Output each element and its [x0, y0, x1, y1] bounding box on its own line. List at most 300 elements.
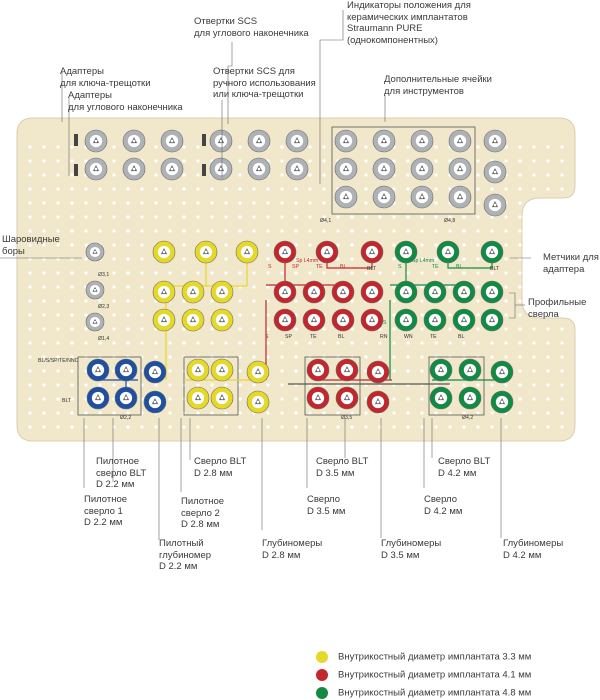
tray-hole: [392, 369, 395, 372]
tray-hole: [322, 173, 325, 176]
red-cell[interactable]: [307, 387, 329, 409]
tray-mark-d35: Ø3,5: [341, 415, 353, 421]
tray-hole: [504, 383, 507, 386]
tray-hole: [98, 425, 101, 428]
tray-hole: [560, 397, 563, 400]
tray-hole: [70, 299, 73, 302]
tray-hole: [322, 425, 325, 428]
tray-hole: [336, 341, 339, 344]
tray-hole: [56, 313, 59, 316]
tray-hole: [462, 383, 465, 386]
tray-hole: [210, 229, 213, 232]
tray-hole: [476, 313, 479, 316]
adapter-pin: [202, 134, 206, 146]
tray-hole: [252, 383, 255, 386]
tray-hole: [140, 341, 143, 344]
yellow-cell[interactable]: [187, 359, 209, 381]
tray-hole: [112, 187, 115, 190]
tray-hole: [42, 159, 45, 162]
red-cell[interactable]: [303, 309, 325, 331]
tray-hole: [546, 187, 549, 190]
yellow-cell[interactable]: [211, 309, 233, 331]
tray-hole: [266, 299, 269, 302]
indicator-cell[interactable]: [449, 158, 471, 180]
tray-hole: [252, 341, 255, 344]
tray-hole: [252, 425, 255, 428]
tray-hole: [112, 271, 115, 274]
tray-hole: [420, 341, 423, 344]
adapter-cell[interactable]: [161, 158, 183, 180]
red-cell[interactable]: [361, 241, 383, 263]
tray-hole: [280, 201, 283, 204]
tray-hole: [378, 355, 381, 358]
tray-hole: [280, 411, 283, 414]
tray-mark-blt: BLT: [367, 266, 377, 272]
tray-hole: [210, 425, 213, 428]
tray-hole: [196, 201, 199, 204]
tray-hole: [448, 327, 451, 330]
adapter-cell[interactable]: [286, 158, 308, 180]
tray-hole: [560, 187, 563, 190]
yellow-cell[interactable]: [195, 241, 217, 263]
tray-hole: [126, 313, 129, 316]
red-cell[interactable]: [336, 387, 358, 409]
tray-hole: [56, 327, 59, 330]
tray-hole: [28, 383, 31, 386]
yellow-cell[interactable]: [153, 281, 175, 303]
indicator-cell[interactable]: [411, 158, 433, 180]
yellow-cell[interactable]: [153, 309, 175, 331]
tray-hole: [126, 327, 129, 330]
tray-hole: [392, 411, 395, 414]
tray-hole: [532, 327, 535, 330]
tray-hole: [224, 187, 227, 190]
tray-hole: [112, 159, 115, 162]
tray-hole: [406, 341, 409, 344]
tray-hole: [266, 411, 269, 414]
tray-hole: [448, 411, 451, 414]
tray-hole: [378, 271, 381, 274]
green-cell[interactable]: [395, 309, 417, 331]
tray-hole: [504, 271, 507, 274]
tray-hole: [350, 229, 353, 232]
tray-hole: [196, 271, 199, 274]
tray-hole: [350, 425, 353, 428]
tray-hole: [448, 313, 451, 316]
tray-hole: [350, 243, 353, 246]
tray-hole: [364, 145, 367, 148]
tray-hole: [224, 215, 227, 218]
indicator-cell[interactable]: [335, 130, 357, 152]
tray-hole: [42, 271, 45, 274]
green-cell[interactable]: [481, 241, 503, 263]
tray-hole: [518, 271, 521, 274]
tray-hole: [140, 271, 143, 274]
tray-hole: [434, 257, 437, 260]
tray-hole: [294, 299, 297, 302]
tray-hole: [546, 369, 549, 372]
tray-hole: [266, 215, 269, 218]
tray-hole: [308, 411, 311, 414]
blue-cell[interactable]: [144, 391, 166, 413]
tray-hole: [154, 383, 157, 386]
tray-hole: [462, 229, 465, 232]
tray-hole: [532, 341, 535, 344]
tray-hole: [294, 243, 297, 246]
blue-cell[interactable]: [144, 361, 166, 383]
tray-hole: [280, 187, 283, 190]
tray-mark-d14: Ø1,4: [98, 336, 110, 342]
tray-hole: [84, 341, 87, 344]
tray-hole: [462, 257, 465, 260]
label-depth-35: Глубиномеры D 3.5 мм: [381, 538, 442, 561]
tray-hole: [112, 201, 115, 204]
tray-hole: [336, 271, 339, 274]
adapter-cell[interactable]: [286, 130, 308, 152]
adapter-cell[interactable]: [85, 158, 107, 180]
tray-hole: [84, 229, 87, 232]
blue-cell[interactable]: [115, 359, 137, 381]
green-cell[interactable]: [424, 281, 446, 303]
tray-hole: [42, 411, 45, 414]
tray-hole: [504, 341, 507, 344]
tray-hole: [42, 173, 45, 176]
tray-hole: [476, 201, 479, 204]
tray-hole: [546, 425, 549, 428]
tray-hole: [378, 341, 381, 344]
tray-mark-d41: Ø4,1: [320, 218, 332, 224]
tray-hole: [392, 257, 395, 260]
tray-hole: [252, 187, 255, 190]
indicator-cell[interactable]: [411, 186, 433, 208]
green-cell[interactable]: [459, 359, 481, 381]
tray-hole: [532, 369, 535, 372]
tray-hole: [434, 243, 437, 246]
tray-hole: [434, 145, 437, 148]
tray-hole: [182, 215, 185, 218]
tray-hole: [350, 271, 353, 274]
adapter-cell[interactable]: [123, 158, 145, 180]
tray-hole: [336, 229, 339, 232]
tray-hole: [546, 397, 549, 400]
legend-text: Внутрикостный диаметр имплантата 3.3 мм: [338, 651, 532, 663]
tray-hole: [168, 369, 171, 372]
yellow-cell[interactable]: [182, 309, 204, 331]
tray-hole: [504, 229, 507, 232]
label-pilot-depth: Пилотный глубиномер D 2.2 мм: [159, 538, 212, 572]
tray-hole: [140, 229, 143, 232]
tray-hole: [112, 383, 115, 386]
yellow-cell[interactable]: [153, 241, 175, 263]
indicator-cell[interactable]: [335, 186, 357, 208]
tray-hole: [546, 145, 549, 148]
red-cell[interactable]: [361, 281, 383, 303]
tray-mark-te: TE: [310, 334, 317, 340]
tray-hole: [210, 383, 213, 386]
tray-hole: [84, 299, 87, 302]
tray-hole: [154, 159, 157, 162]
label-scs-angle: Отвертки SCS для углового наконечника: [194, 16, 309, 39]
indicator-cell[interactable]: [373, 130, 395, 152]
tray-hole: [84, 383, 87, 386]
label-extra-cells: Дополнительные ячейки для инструментов: [384, 74, 492, 97]
yellow-cell[interactable]: [211, 359, 233, 381]
round-bur-cell[interactable]: [86, 313, 104, 331]
adapter-cell[interactable]: [161, 130, 183, 152]
green-cell[interactable]: [437, 241, 459, 263]
tray-hole: [420, 271, 423, 274]
tray-hole: [140, 313, 143, 316]
label-adapter-marks: Метчики для адаптера: [543, 252, 599, 275]
tray-hole: [546, 355, 549, 358]
tray-hole: [168, 187, 171, 190]
yellow-cell[interactable]: [182, 281, 204, 303]
tray-hole: [392, 243, 395, 246]
tray-hole: [28, 285, 31, 288]
tray-hole: [308, 201, 311, 204]
legend-item-4-8: [316, 687, 531, 699]
label-pilot-2: Пилотное сверло 2 D 2.8 мм: [181, 496, 225, 530]
tray-hole: [168, 425, 171, 428]
green-cell[interactable]: [424, 309, 446, 331]
tray-hole: [112, 145, 115, 148]
tray-hole: [154, 355, 157, 358]
tray-hole: [518, 341, 521, 344]
tray-hole: [238, 369, 241, 372]
tray-hole: [112, 257, 115, 260]
tray-mark-s: S: [383, 320, 387, 326]
tray-hole: [42, 327, 45, 330]
tray-hole: [42, 341, 45, 344]
tray-hole: [364, 187, 367, 190]
tray-hole: [70, 411, 73, 414]
tray-mark-sp_l4mm: Sp L4mm: [296, 258, 319, 264]
tray-hole: [490, 187, 493, 190]
tray-hole: [350, 257, 353, 260]
tray-hole: [224, 243, 227, 246]
tray-hole: [280, 397, 283, 400]
red-cell[interactable]: [316, 241, 338, 263]
extra-cell[interactable]: [484, 130, 506, 152]
round-bur-cell[interactable]: [86, 281, 104, 299]
tray-hole: [28, 145, 31, 148]
tray-hole: [476, 173, 479, 176]
indicator-cell[interactable]: [373, 186, 395, 208]
round-bur-cell[interactable]: [86, 243, 104, 261]
green-cell[interactable]: [491, 391, 513, 413]
tray-hole: [84, 201, 87, 204]
green-cell[interactable]: [430, 359, 452, 381]
adapter-cell[interactable]: [85, 130, 107, 152]
tray-hole: [28, 341, 31, 344]
tray-hole: [322, 159, 325, 162]
tray-hole: [448, 285, 451, 288]
green-cell[interactable]: [459, 387, 481, 409]
tray-hole: [98, 215, 101, 218]
tray-hole: [532, 145, 535, 148]
tray-hole: [560, 425, 563, 428]
extra-cell[interactable]: [484, 194, 506, 216]
tray-hole: [434, 201, 437, 204]
tray-hole: [294, 215, 297, 218]
tray-hole: [322, 299, 325, 302]
tray-hole: [308, 215, 311, 218]
red-cell[interactable]: [303, 281, 325, 303]
tray-hole: [112, 327, 115, 330]
tray-hole: [322, 145, 325, 148]
tray-hole: [98, 187, 101, 190]
tray-hole: [238, 341, 241, 344]
tray-hole: [434, 341, 437, 344]
tray-hole: [224, 201, 227, 204]
tray-hole: [420, 299, 423, 302]
tray-hole: [126, 229, 129, 232]
tray-hole: [336, 257, 339, 260]
red-cell[interactable]: [274, 309, 296, 331]
tray-hole: [28, 271, 31, 274]
tray-hole: [266, 201, 269, 204]
tray-hole: [28, 299, 31, 302]
tray-hole: [154, 187, 157, 190]
tray-hole: [308, 145, 311, 148]
tray-mark-blt: BLT: [62, 398, 72, 404]
tray-hole: [266, 257, 269, 260]
green-cell[interactable]: [453, 309, 475, 331]
tray-hole: [182, 243, 185, 246]
tray-hole: [238, 411, 241, 414]
red-cell[interactable]: [361, 309, 383, 331]
adapter-cell[interactable]: [248, 130, 270, 152]
adapter-cell[interactable]: [248, 158, 270, 180]
tray-hole: [392, 327, 395, 330]
tray-hole: [168, 229, 171, 232]
tray-hole: [434, 411, 437, 414]
yellow-cell[interactable]: [187, 387, 209, 409]
tray-hole: [532, 355, 535, 358]
tray-hole: [140, 187, 143, 190]
tray-hole: [182, 201, 185, 204]
tray-hole: [518, 355, 521, 358]
adapter-cell[interactable]: [210, 158, 232, 180]
tray-hole: [308, 425, 311, 428]
tray-hole: [294, 369, 297, 372]
tray-hole: [476, 383, 479, 386]
tray-hole: [70, 159, 73, 162]
tray-hole: [224, 383, 227, 386]
tray-hole: [70, 271, 73, 274]
tray-hole: [252, 201, 255, 204]
tray-hole: [476, 159, 479, 162]
tray-hole: [238, 201, 241, 204]
indicator-cell[interactable]: [373, 158, 395, 180]
tray-hole: [196, 187, 199, 190]
tray-hole: [224, 411, 227, 414]
tray-hole: [406, 145, 409, 148]
tray-hole: [490, 355, 493, 358]
red-cell[interactable]: [336, 359, 358, 381]
yellow-cell[interactable]: [236, 241, 258, 263]
red-cell[interactable]: [274, 281, 296, 303]
green-cell[interactable]: [395, 281, 417, 303]
tray-hole: [154, 201, 157, 204]
yellow-cell[interactable]: [211, 387, 233, 409]
red-cell[interactable]: [367, 391, 389, 413]
tray-hole: [182, 229, 185, 232]
tray-hole: [518, 313, 521, 316]
tray-mark-bl_sp_te_nnc: BL/S/SP/TE/NNC: [38, 358, 79, 364]
tray-hole: [420, 369, 423, 372]
tray-hole: [476, 243, 479, 246]
green-cell[interactable]: [453, 281, 475, 303]
red-cell[interactable]: [274, 241, 296, 263]
tray-hole: [364, 341, 367, 344]
indicator-cell[interactable]: [411, 130, 433, 152]
label-adapters-ratchet: Адаптеры для ключа-трещотки: [60, 66, 151, 89]
tray-hole: [406, 173, 409, 176]
tray-hole: [266, 327, 269, 330]
green-cell[interactable]: [481, 281, 503, 303]
red-cell[interactable]: [332, 309, 354, 331]
tray-hole: [56, 411, 59, 414]
tray-hole: [28, 369, 31, 372]
tray-hole: [168, 271, 171, 274]
tray-hole: [280, 355, 283, 358]
tray-hole: [112, 299, 115, 302]
indicator-cell[interactable]: [449, 186, 471, 208]
tray-hole: [84, 327, 87, 330]
extra-cell[interactable]: [484, 161, 506, 183]
tray-hole: [280, 425, 283, 428]
yellow-cell[interactable]: [211, 281, 233, 303]
tray-hole: [238, 327, 241, 330]
tray-hole: [518, 411, 521, 414]
adapter-cell[interactable]: [210, 130, 232, 152]
tray-hole: [504, 243, 507, 246]
blue-cell[interactable]: [87, 387, 109, 409]
red-cell[interactable]: [367, 361, 389, 383]
tray-hole: [140, 215, 143, 218]
indicator-cell[interactable]: [449, 130, 471, 152]
tray-hole: [154, 215, 157, 218]
adapter-cell[interactable]: [123, 130, 145, 152]
tray-hole: [294, 411, 297, 414]
green-cell[interactable]: [481, 309, 503, 331]
red-cell[interactable]: [332, 281, 354, 303]
tray-hole: [392, 425, 395, 428]
tray-hole: [112, 229, 115, 232]
tray-hole: [294, 425, 297, 428]
tray-hole: [42, 397, 45, 400]
green-cell[interactable]: [430, 387, 452, 409]
tray-hole: [112, 173, 115, 176]
yellow-cell[interactable]: [247, 361, 269, 383]
yellow-cell[interactable]: [247, 391, 269, 413]
tray-hole: [294, 397, 297, 400]
tray-hole: [434, 215, 437, 218]
blue-cell[interactable]: [115, 387, 137, 409]
tray-hole: [140, 257, 143, 260]
blue-cell[interactable]: [87, 359, 109, 381]
indicator-cell[interactable]: [335, 158, 357, 180]
red-cell[interactable]: [307, 359, 329, 381]
tray-hole: [252, 285, 255, 288]
tray-hole: [238, 187, 241, 190]
tray-hole: [42, 187, 45, 190]
green-cell[interactable]: [491, 361, 513, 383]
tray-hole: [294, 327, 297, 330]
tray-hole: [252, 327, 255, 330]
tray-hole: [420, 355, 423, 358]
